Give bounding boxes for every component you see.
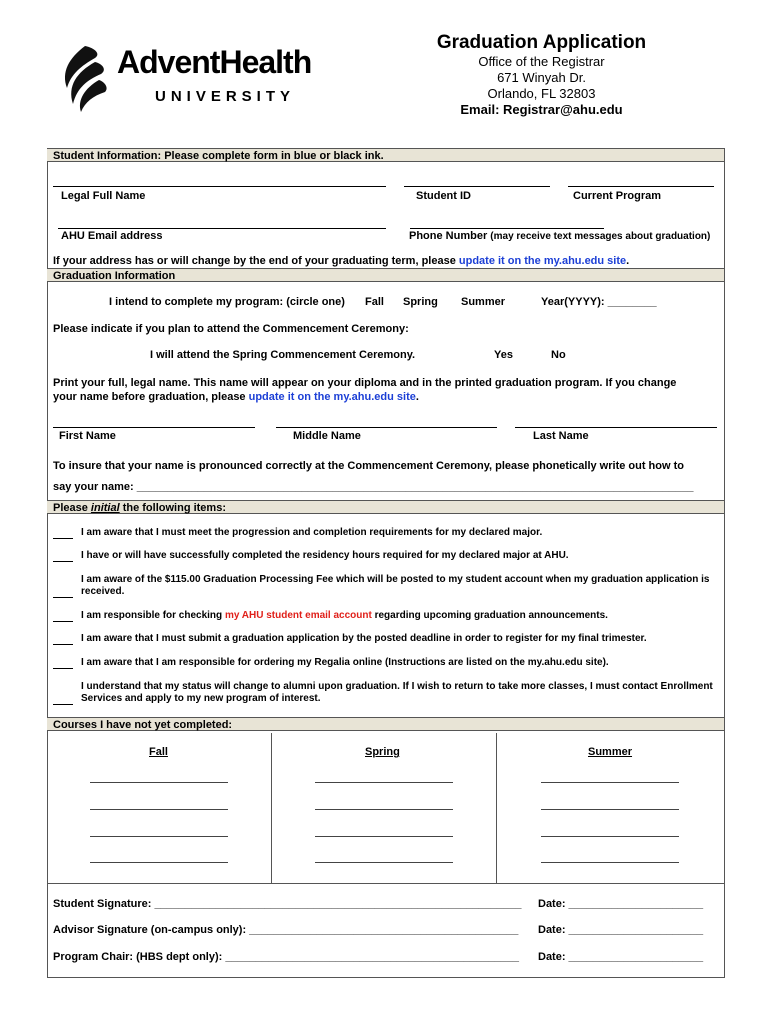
spring-course-line[interactable] [315,862,453,863]
initial-blank[interactable] [53,552,73,562]
advent-health-logo [55,42,355,117]
phonetic-field[interactable]: say your name: ___________________________________________________________________________________________ [53,481,694,493]
initial-item-4 [53,610,716,622]
header-block [400,32,683,118]
phone-line[interactable] [410,228,604,229]
print-name-line2-text: your name before graduation, please [53,391,249,403]
summer-course-line[interactable] [541,782,679,783]
item4-email-account: my AHU student email account [224,610,372,621]
last-name-line[interactable] [515,427,717,428]
current-program-label: Current Program [573,190,662,202]
initial-item-2 [53,550,716,562]
initial-bar-em: initial [90,502,120,514]
initial-item-text: I understand that my status will change to alumni upon graduation. If I wish to return to take more classes, I must contact Enrollment Services and apply to my new program of interest. [81,681,713,704]
initial-item-6 [53,657,716,669]
print-name-line1: Print your full, legal name. This name will appear on your diploma and in the printed graduation program. If you change [53,377,677,389]
email-line[interactable] [58,228,386,229]
year-field[interactable]: Year(YYYY): ________ [541,296,657,308]
advisor-sign-date[interactable]: Date: ______________________ [538,924,704,936]
initial-item-text [81,610,716,622]
ceremony-yes[interactable]: Yes [494,349,513,361]
intend-label: I intend to complete my program: (circle one) [109,296,345,308]
column-divider [271,733,272,883]
print-name-end: . [415,391,419,403]
initial-blank[interactable] [53,529,73,539]
fall-course-line[interactable] [90,782,228,783]
last-name-label: Last Name [533,430,589,442]
address-note [53,255,629,267]
name-update-link[interactable]: update it on the my.ahu.edu site [248,391,416,403]
fall-course-line[interactable] [90,836,228,837]
column-divider [496,733,497,883]
student-id-label: Student ID [416,190,471,202]
summer-course-line[interactable] [541,809,679,810]
initial-blank[interactable] [53,659,73,669]
phone-label [409,230,710,242]
student-info-bar: Student Information: Please complete form in blue or black ink. [47,148,724,162]
phonetic-line1: To insure that your name is pronounced correctly at the Commencement Ceremony, please phonetically write out how to [53,460,684,472]
legal-name-label: Legal Full Name [61,190,146,202]
address-note-end: . [626,255,630,267]
registrar-office: Office of the Registrar [478,54,605,69]
first-name-label: First Name [59,430,116,442]
print-name-line2 [53,390,723,404]
spring-course-line[interactable] [315,836,453,837]
print-name-instructions [53,376,723,404]
item4-end: regarding upcoming graduation announcements. [371,610,608,621]
program-chair-signature[interactable]: Program Chair: (HBS dept only): ________________________________________________ [53,951,519,963]
initial-item-text: I have or will have successfully completed the residency hours required for my declared major at AHU. [81,550,569,561]
fall-course-line[interactable] [90,862,228,863]
registrar-street: 671 Winyah Dr. [497,70,586,85]
frame-bottom [47,977,725,978]
student-signature[interactable]: Student Signature: ____________________________________________________________ [53,898,522,910]
spring-course-line[interactable] [315,809,453,810]
first-name-line[interactable] [53,427,255,428]
legal-name-line[interactable] [53,186,386,187]
student-sign-date[interactable]: Date: ______________________ [538,898,704,910]
logo-mark-icon [55,44,109,114]
initial-item-7 [53,681,716,705]
spring-course-line[interactable] [315,782,453,783]
initial-blank[interactable] [53,612,73,622]
initial-blank[interactable] [53,588,73,598]
current-program-line[interactable] [568,186,714,187]
logo-university: UNIVERSITY [155,88,296,105]
term-fall[interactable]: Fall [365,296,384,308]
registrar-city: Orlando, FL 32803 [487,86,596,101]
initial-item-1 [53,527,716,539]
logo-word-health: Health [219,44,312,80]
initial-bar [47,500,724,514]
ceremony-question: Please indicate if you plan to attend the Commencement Ceremony: [53,323,409,335]
address-note-text: If your address has or will change by the end of your graduating term, please [53,255,459,267]
term-summer[interactable]: Summer [461,296,506,308]
term-spring[interactable]: Spring [403,296,438,308]
initial-item-text: I am aware of the $115.00 Graduation Processing Fee which will be posted to my student account when my graduation application is received. [81,574,710,597]
initial-bar-post: the following items: [119,502,226,514]
col-fall-header: Fall [149,746,168,758]
frame-right [724,148,725,978]
fall-course-line[interactable] [90,809,228,810]
phone-label-text: Phone Number [409,230,488,242]
summer-course-line[interactable] [541,836,679,837]
email-label: AHU Email address [61,230,163,242]
initial-item-text: I am aware that I am responsible for ordering my Regalia online (Instructions are listed on the my.ahu.edu site). [81,657,609,668]
initial-bar-pre: Please [53,502,91,514]
ceremony-statement: I will attend the Spring Commencement Ceremony. [150,349,416,361]
courses-bottom-rule [47,883,725,884]
logo-word-advent: Advent [117,44,220,80]
ceremony-no[interactable]: No [551,349,566,361]
advisor-signature[interactable]: Advisor Signature (on-campus only): ____________________________________________ [53,924,519,936]
registrar-email: Email: Registrar@ahu.edu [460,102,623,117]
initial-item-5 [53,633,716,645]
middle-name-label: Middle Name [293,430,361,442]
chair-sign-date[interactable]: Date: ______________________ [538,951,704,963]
phone-note: (may receive text messages about graduation) [490,231,711,242]
initial-blank[interactable] [53,635,73,645]
courses-bar: Courses I have not yet completed: [47,717,724,731]
address-update-link[interactable]: update it on the my.ahu.edu site [458,255,627,267]
initial-item-text: I am aware that I must meet the progression and completion requirements for my declared major. [81,527,543,538]
graduation-info-bar: Graduation Information [47,268,724,282]
item4-pre: I am responsible for checking [81,610,225,621]
page-title: Graduation Application [436,32,647,53]
summer-course-line[interactable] [541,862,679,863]
col-spring-header: Spring [365,746,400,758]
initial-item-3 [53,574,716,598]
col-summer-header: Summer [588,746,633,758]
student-id-line[interactable] [404,186,550,187]
initial-blank[interactable] [53,695,73,705]
middle-name-line[interactable] [276,427,497,428]
initial-item-text: I am aware that I must submit a graduation application by the posted deadline in order to register for my final trimester. [81,633,647,644]
